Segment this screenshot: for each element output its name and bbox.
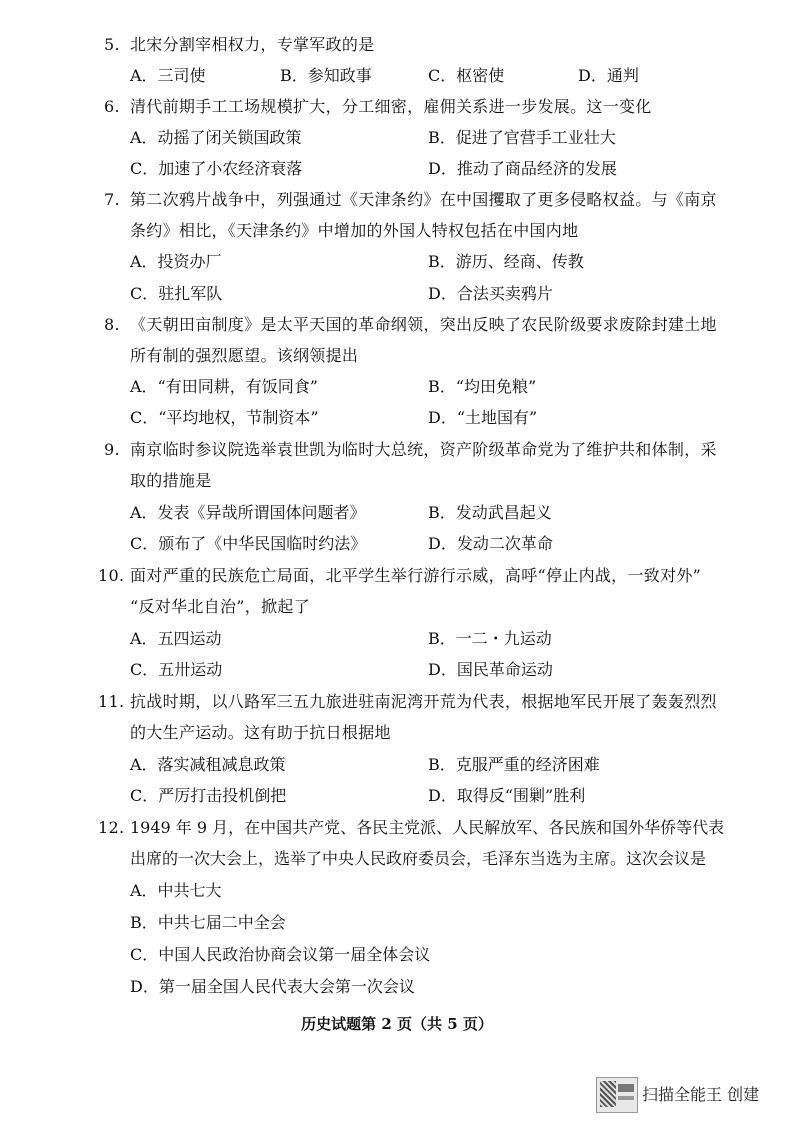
scanner-watermark: 扫描全能王 创建 [642,1085,760,1104]
scanner-logo-icon [596,1077,638,1113]
option-b: B．克服严重的经济困难 [428,755,600,774]
question-number: 11. [98,692,125,711]
question-stem: 面对严重的民族危亡局面，北平学生举行游行示威，高呼“停止内战，一致对外” [130,566,702,585]
option-c: C．中国人民政治协商会议第一届全体会议 [130,945,431,964]
question-stem: 第二次鸦片战争中，列强通过《天津条约》在中国攫取了更多侵略权益。与《南京 [130,190,717,209]
question-stem-cont: “反对华北自治”，掀起了 [130,597,310,616]
option-d: D．通判 [578,66,639,85]
option-b: B．游历、经商、传教 [428,252,584,271]
option-a: A．三司使 [130,66,206,85]
option-a: A．五四运动 [130,629,222,648]
option-c: C．加速了小农经济衰落 [130,159,303,178]
option-d: D．发动二次革命 [428,534,553,553]
option-b: B．参知政事 [280,66,372,85]
question-number: 10. [98,566,125,585]
question-stem-cont: 条约》相比，《天津条约》中增加的外国人特权包括在中国内地 [130,221,579,240]
qr-code-icon [600,1081,616,1107]
option-b: B．促进了官营手工业壮大 [428,128,616,147]
option-a: A．落实减租减息政策 [130,755,286,774]
logo-mark-line [618,1096,634,1100]
question-stem: 北宋分割宰相权力，专掌军政的是 [130,35,375,54]
question-number: 5. [104,35,120,54]
question-stem: 南京临时参议院选举袁世凯为临时大总统，资产阶级革命党为了维护共和体制，采 [130,440,717,459]
option-c: C．驻扎军队 [130,284,223,303]
question-stem: 清代前期手工工场规模扩大，分工细密，雇佣关系进一步发展。这一变化 [130,97,652,116]
question-stem-cont: 的大生产运动。这有助于抗日根据地 [130,723,391,742]
question-number: 9. [104,440,120,459]
option-c: C．五卅运动 [130,660,223,679]
option-d: D．“土地国有” [428,408,538,427]
question-stem: 1949 年 9 月，在中国共产党、各民主党派、人民解放军、各民族和国外华侨等代表 [130,818,725,837]
question-stem: 抗战时期，以八路军三五九旅进驻南泥湾开荒为代表，根据地军民开展了轰轰烈烈 [130,692,717,711]
option-a: A．发表《异哉所谓国体问题者》 [130,503,366,522]
question-number: 6. [104,97,120,116]
question-stem-cont: 取的措施是 [130,471,212,490]
option-b: B．“均田免粮” [428,377,537,396]
option-c: C．严厉打击投机倒把 [130,786,287,805]
option-a: A．中共七大 [130,881,222,900]
option-d: D．国民革命运动 [428,660,553,679]
option-d: D．第一届全国人民代表大会第一次会议 [130,977,415,996]
option-d: D．取得反“围剿”胜利 [428,786,586,805]
question-number: 12. [98,818,125,837]
option-a: A．动摇了闭关锁国政策 [130,128,302,147]
option-d: D．合法买卖鸦片 [428,284,553,303]
option-b: B．发动武昌起义 [428,503,552,522]
question-number: 7. [104,190,120,209]
option-b: B．中共七届二中全会 [130,913,286,932]
option-c: C．枢密使 [428,66,505,85]
question-number: 8. [104,315,120,334]
option-c: C．颁布了《中华民国临时约法》 [130,534,367,553]
question-stem-cont: 所有制的强烈愿望。该纲领提出 [130,346,359,365]
option-d: D．推动了商品经济的发展 [428,159,617,178]
option-c: C．“平均地权，节制资本” [130,408,319,427]
question-stem: 《天朝田亩制度》是太平天国的革命纲领，突出反映了农民阶级要求废除封建土地 [130,315,717,334]
option-b: B．一二・九运动 [428,629,552,648]
logo-mark [618,1084,634,1092]
page-footer: 历史试题第 2 页（共 5 页） [301,1015,493,1033]
question-stem-cont: 出席的一次大会上，选举了中央人民政府委员会，毛泽东当选为主席。这次会议是 [130,849,707,868]
option-a: A．“有田同耕，有饭同食” [130,377,318,396]
option-a: A．投资办厂 [130,252,222,271]
